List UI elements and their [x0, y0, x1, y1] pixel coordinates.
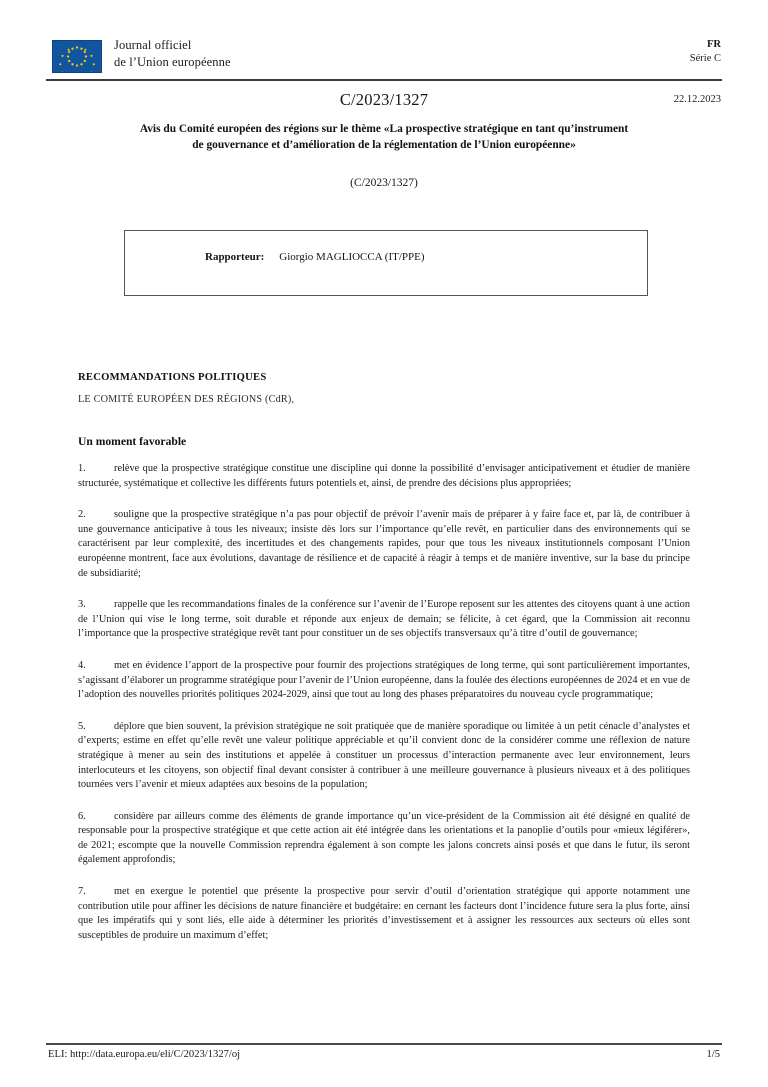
- header-divider: [46, 79, 722, 81]
- paragraph-text: met en évidence l’apport de la prospective pour fournir des projections stratégiques de long terme, qui sont particulièrement importantes, s’agissant d’élaborer un programme stratégique pour l’avenir de l’Union européenne, dans la foulée des élections européennes de 2024 et en vue de l’adoption des nouvelles priorités politiques 2024-2029, ainsi que tout au long des phases préparatoires du nouveau cycle programmatique;: [78, 659, 690, 701]
- language-code: FR: [707, 39, 721, 50]
- journal-title-line1: Journal officiel: [114, 38, 192, 52]
- document-title: [80, 122, 688, 153]
- document-reference: (C/2023/1327): [350, 177, 418, 189]
- paragraph-text: considère par ailleurs comme des éléments de grande importance qu’un vice-président de la Commission ait été désigné en qualité de responsable pour la prospective stratégique et que cette action ait été intégrée dans les orientations et la panoplie d’outils pour «mieux légiférer», de 2021; escompte que la nouvelle Commission reprendra également à son compte les jalons concrets ainsi posés et que dans le futur, ils seront également approfondis;: [78, 810, 690, 866]
- paragraph-2: [78, 508, 690, 581]
- paragraph-4: [78, 659, 690, 703]
- paragraph-text: relève que la prospective stratégique constitue une discipline qui donne la possibilité d’envisager anticipativement et étudier de manière structurée, systématique et collective les différents futurs potentiels et, ainsi, de prendre des décisions plus appropriées;: [78, 463, 690, 489]
- paragraph-text: déplore que bien souvent, la prévision stratégique ne soit pratiquée que de manière sporadique ou limitée à un petit cénacle d’analystes et d’experts; estime en effet qu’elle revêt une valeur politique appréciable et qu’il convient donc de la considérer comme une réflexion de nature stratégique à mener au sein des institutions et appelée à constituer un processus d’interaction permanente avec leur environnement, leurs interlocuteurs et les citoyens, son objectif final devant consister à contribuer à une meilleure gouvernance à plusieurs niveaux et à des politiques tournées vers l’avenir et mieux adaptées aux besoins de la population;: [78, 720, 690, 791]
- eli-link[interactable]: ELI: http://data.europa.eu/eli/C/2023/1327/oj: [48, 1049, 241, 1060]
- document-number: C/2023/1327: [339, 90, 429, 109]
- paragraph-text: souligne que la prospective stratégique n’a pas pour objectif de prévoir l’avenir mais de préparer à y faire face et, par là, de contribuer à une gouvernance anticipative à tous les niveaux; insiste dès lors sur l’importance qu’elle revêt, en particulier dans des environnements qui se caractérisent par leur complexité, des incertitudes et des changements rapides, pour que tous les niveaux institutionnels composant l’Union européenne montrent, face aux évolutions, davantage de résilience et de capacité à réagir à temps et de manière inventive, sur la base du principe de subsidiarité;: [78, 509, 690, 579]
- paragraph-number: 4.: [78, 659, 86, 671]
- rapporteur-label: Rapporteur:: [205, 251, 265, 263]
- masthead-meta: [690, 38, 721, 66]
- recommendations-heading: RECOMMANDATIONS POLITIQUES: [78, 372, 267, 383]
- paragraph-text: met en exergue le potentiel que présente la prospective pour servir d’outil d’orientation stratégique qui apporte notamment une contribution utile pour affiner les décisions de nature financière et budgétaire: en cernant les facteurs dont l’incidence future sera la plus forte, ainsi que les impératifs qui y sont liés, elle aide à déterminer les priorités d’investissement et à assigner les ressources aux secteurs où elles sont susceptibles de produire un maximum d’effet;: [78, 886, 690, 941]
- eu-flag-icon: [52, 40, 102, 73]
- paragraph-number: 5.: [78, 720, 86, 732]
- paragraph-3: [78, 598, 690, 642]
- subsection-heading: Un moment favorable: [78, 435, 187, 448]
- paragraph-6: [78, 810, 690, 868]
- journal-title: [114, 37, 231, 71]
- institution-line: LE COMITÉ EUROPÉEN DES RÉGIONS (CdR),: [78, 394, 295, 405]
- document-date: 22.12.2023: [673, 94, 721, 105]
- paragraph-number: 2.: [78, 509, 86, 521]
- paragraph-1: [78, 462, 690, 491]
- document-number-row: [46, 90, 722, 112]
- footer-divider: [46, 1043, 722, 1045]
- paragraph-7: [78, 885, 690, 943]
- page-content-area: [46, 0, 722, 1087]
- paragraph-5: [78, 720, 690, 793]
- paragraph-number: 3.: [78, 599, 86, 611]
- rapporteur-row: [205, 251, 425, 263]
- rapporteur-box: [124, 230, 648, 296]
- document-title-line1: Avis du Comité européen des régions sur le thème «La prospective stratégique en tant qu’instrument: [139, 123, 629, 135]
- paragraph-number: 6.: [78, 810, 86, 822]
- series-label: Série C: [689, 53, 721, 64]
- document-body: [78, 372, 690, 960]
- masthead: [46, 38, 722, 78]
- paragraph-number: 7.: [78, 886, 86, 898]
- paragraph-text: rappelle que les recommandations finales de la conférence sur l’avenir de l’Europe reposent sur les attentes des citoyens quant à une action de l’Union qui vise le long terme, soit durable et réponde aux enjeux de demain; se félicite, à cet égard, que la Commission ait reconnu l’importance que la prospective stratégique revêt tant pour constituer un de ses objectifs transversaux qu’à titre d’outil de gouvernance;: [78, 599, 690, 640]
- journal-title-line2: de l’Union européenne: [114, 55, 231, 69]
- paragraph-number: 1.: [78, 463, 86, 474]
- page-number: 1/5: [706, 1049, 720, 1060]
- rapporteur-name: Giorgio MAGLIOCCA (IT/PPE): [279, 251, 425, 263]
- page-footer: [46, 1049, 722, 1067]
- document-title-line2: de gouvernance et d’amélioration de la réglementation de l’Union européenne»: [192, 138, 576, 151]
